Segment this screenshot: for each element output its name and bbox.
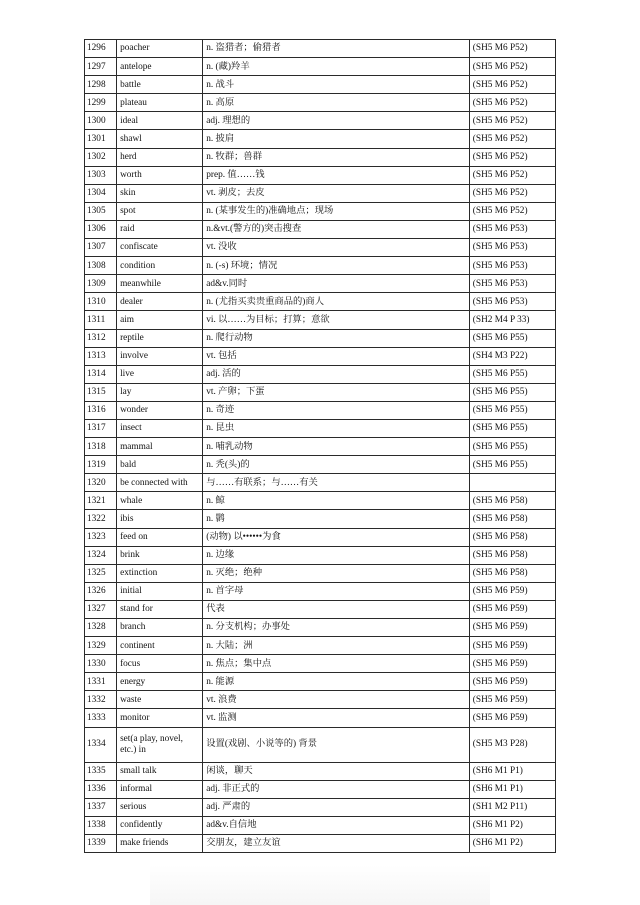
entry-word: herd <box>117 148 203 166</box>
entry-meaning: n. (某事发生的)准确地点；现场 <box>203 202 470 220</box>
entry-number: 1330 <box>85 655 117 673</box>
entry-word: ideal <box>117 112 203 130</box>
entry-source: (SH5 M6 P55) <box>469 438 555 456</box>
table-row <box>85 510 556 528</box>
entry-source: (SH5 M6 P53) <box>469 220 555 238</box>
entry-meaning: n. (藏)羚羊 <box>203 58 470 76</box>
table-row <box>85 76 556 94</box>
entry-meaning: n. 高原 <box>203 94 470 112</box>
entry-word: focus <box>117 655 203 673</box>
entry-word: condition <box>117 257 203 275</box>
entry-word: ibis <box>117 510 203 528</box>
entry-number: 1329 <box>85 637 117 655</box>
entry-word: antelope <box>117 58 203 76</box>
entry-source: (SH5 M6 P52) <box>469 148 555 166</box>
table-row <box>85 329 556 347</box>
table-row <box>85 762 556 780</box>
entry-source: (SH2 M4 P 33) <box>469 311 555 329</box>
entry-number: 1315 <box>85 383 117 401</box>
entry-meaning: 交朋友，建立友谊 <box>203 834 470 852</box>
entry-source: (SH5 M6 P55) <box>469 329 555 347</box>
entry-number: 1314 <box>85 365 117 383</box>
entry-source: (SH5 M6 P52) <box>469 166 555 184</box>
entry-meaning: n. 鲸 <box>203 492 470 510</box>
entry-number: 1317 <box>85 419 117 437</box>
entry-number: 1319 <box>85 456 117 474</box>
entry-source: (SH5 M6 P58) <box>469 528 555 546</box>
entry-source <box>469 474 555 492</box>
entry-meaning: n. 奇迹 <box>203 401 470 419</box>
entry-word: raid <box>117 220 203 238</box>
entry-number: 1331 <box>85 673 117 691</box>
table-row <box>85 691 556 709</box>
entry-meaning: n. 灭绝；绝种 <box>203 564 470 582</box>
entry-source: (SH5 M6 P55) <box>469 456 555 474</box>
entry-source: (SH5 M6 P52) <box>469 112 555 130</box>
table-row <box>85 834 556 852</box>
table-row <box>85 780 556 798</box>
entry-word: continent <box>117 637 203 655</box>
entry-number: 1336 <box>85 780 117 798</box>
table-row <box>85 673 556 691</box>
entry-number: 1304 <box>85 184 117 202</box>
entry-meaning: vt. 产卵；下蛋 <box>203 383 470 401</box>
entry-number: 1298 <box>85 76 117 94</box>
entry-word: wonder <box>117 401 203 419</box>
entry-number: 1311 <box>85 311 117 329</box>
entry-source: (SH5 M6 P55) <box>469 365 555 383</box>
table-row <box>85 239 556 257</box>
entry-meaning: 与……有联系；与……有关 <box>203 474 470 492</box>
table-row <box>85 383 556 401</box>
entry-number: 1324 <box>85 546 117 564</box>
table-row <box>85 546 556 564</box>
table-row <box>85 564 556 582</box>
entry-word: plateau <box>117 94 203 112</box>
entry-meaning: (动物) 以••••••为食 <box>203 528 470 546</box>
table-row <box>85 600 556 618</box>
entry-number: 1313 <box>85 347 117 365</box>
entry-number: 1334 <box>85 727 117 762</box>
entry-word: meanwhile <box>117 275 203 293</box>
entry-source: (SH5 M3 P28) <box>469 727 555 762</box>
entry-meaning: n.&vt.(警方的)突击搜查 <box>203 220 470 238</box>
table-row <box>85 184 556 202</box>
entry-source: (SH5 M6 P59) <box>469 655 555 673</box>
table-row <box>85 419 556 437</box>
entry-meaning: n. 秃(头)的 <box>203 456 470 474</box>
entry-source: (SH5 M6 P58) <box>469 546 555 564</box>
entry-number: 1326 <box>85 582 117 600</box>
table-row <box>85 58 556 76</box>
entry-word: bald <box>117 456 203 474</box>
entry-word: stand for <box>117 600 203 618</box>
entry-number: 1335 <box>85 762 117 780</box>
entry-number: 1322 <box>85 510 117 528</box>
entry-source: (SH5 M6 P52) <box>469 40 555 58</box>
entry-word: make friends <box>117 834 203 852</box>
table-row <box>85 275 556 293</box>
entry-word: confidently <box>117 816 203 834</box>
entry-number: 1296 <box>85 40 117 58</box>
entry-number: 1316 <box>85 401 117 419</box>
entry-source: (SH5 M6 P55) <box>469 401 555 419</box>
entry-source: (SH5 M6 P53) <box>469 257 555 275</box>
entry-word: mammal <box>117 438 203 456</box>
entry-source: (SH4 M3 P22) <box>469 347 555 365</box>
entry-source: (SH5 M6 P53) <box>469 293 555 311</box>
table-row <box>85 311 556 329</box>
entry-source: (SH5 M6 P59) <box>469 637 555 655</box>
entry-word: insect <box>117 419 203 437</box>
table-row <box>85 798 556 816</box>
entry-meaning: n. 昆虫 <box>203 419 470 437</box>
entry-source: (SH5 M6 P55) <box>469 419 555 437</box>
table-row <box>85 438 556 456</box>
entry-meaning: vt. 浪费 <box>203 691 470 709</box>
entry-source: (SH5 M6 P53) <box>469 275 555 293</box>
entry-number: 1327 <box>85 600 117 618</box>
entry-number: 1328 <box>85 619 117 637</box>
table-row <box>85 293 556 311</box>
entry-word: confiscate <box>117 239 203 257</box>
entry-number: 1297 <box>85 58 117 76</box>
entry-number: 1299 <box>85 94 117 112</box>
entry-meaning: n. 首字母 <box>203 582 470 600</box>
table-row <box>85 816 556 834</box>
entry-word: dealer <box>117 293 203 311</box>
table-row <box>85 492 556 510</box>
table-row <box>85 655 556 673</box>
entry-source: (SH5 M6 P52) <box>469 130 555 148</box>
entry-number: 1323 <box>85 528 117 546</box>
entry-word: informal <box>117 780 203 798</box>
table-row <box>85 619 556 637</box>
entry-number: 1338 <box>85 816 117 834</box>
entry-meaning: adj. 非正式的 <box>203 780 470 798</box>
entry-number: 1309 <box>85 275 117 293</box>
entry-number: 1306 <box>85 220 117 238</box>
entry-meaning: vt. 没收 <box>203 239 470 257</box>
table-row <box>85 130 556 148</box>
entry-word: be connected with <box>117 474 203 492</box>
entry-number: 1301 <box>85 130 117 148</box>
entry-source: (SH5 M6 P52) <box>469 76 555 94</box>
entry-source: (SH5 M6 P53) <box>469 239 555 257</box>
entry-word: feed on <box>117 528 203 546</box>
entry-number: 1321 <box>85 492 117 510</box>
table-row <box>85 94 556 112</box>
entry-source: (SH6 M1 P2) <box>469 816 555 834</box>
table-row <box>85 709 556 727</box>
entry-number: 1320 <box>85 474 117 492</box>
table-row <box>85 202 556 220</box>
entry-meaning: n. 爬行动物 <box>203 329 470 347</box>
entry-word: energy <box>117 673 203 691</box>
table-row <box>85 347 556 365</box>
table-row <box>85 474 556 492</box>
entry-word: reptile <box>117 329 203 347</box>
entry-word: spot <box>117 202 203 220</box>
entry-word: shawl <box>117 130 203 148</box>
entry-meaning: vt. 包括 <box>203 347 470 365</box>
entry-word <box>117 727 203 762</box>
entry-number: 1305 <box>85 202 117 220</box>
entry-source: (SH5 M6 P59) <box>469 673 555 691</box>
entry-word: serious <box>117 798 203 816</box>
entry-meaning: n. 披肩 <box>203 130 470 148</box>
entry-word: skin <box>117 184 203 202</box>
entry-source: (SH1 M2 P11) <box>469 798 555 816</box>
entry-source: (SH5 M6 P59) <box>469 582 555 600</box>
entry-number: 1332 <box>85 691 117 709</box>
vocabulary-table-body <box>85 40 556 853</box>
entry-meaning: vi. 以……为目标；打算；意欲 <box>203 311 470 329</box>
entry-meaning: vt. 剥皮；去皮 <box>203 184 470 202</box>
entry-word: aim <box>117 311 203 329</box>
entry-meaning: n. 战斗 <box>203 76 470 94</box>
entry-number: 1302 <box>85 148 117 166</box>
entry-source: (SH5 M6 P58) <box>469 564 555 582</box>
table-row <box>85 456 556 474</box>
entry-meaning: n. 边缘 <box>203 546 470 564</box>
entry-meaning: n. (-s) 环境；情况 <box>203 257 470 275</box>
entry-meaning: vt. 监测 <box>203 709 470 727</box>
entry-source: (SH5 M6 P52) <box>469 58 555 76</box>
entry-number: 1333 <box>85 709 117 727</box>
entry-meaning: adj. 活的 <box>203 365 470 383</box>
entry-word: monitor <box>117 709 203 727</box>
entry-meaning: n. 大陆；洲 <box>203 637 470 655</box>
entry-meaning: ad&v.同时 <box>203 275 470 293</box>
entry-meaning: n. 鹮 <box>203 510 470 528</box>
entry-source: (SH5 M6 P52) <box>469 184 555 202</box>
table-row <box>85 220 556 238</box>
entry-source: (SH5 M6 P55) <box>469 383 555 401</box>
entry-word: branch <box>117 619 203 637</box>
entry-meaning: n. (尤指买卖贵重商品的)商人 <box>203 293 470 311</box>
page-bottom-shadow <box>150 865 490 905</box>
entry-number: 1339 <box>85 834 117 852</box>
entry-word: waste <box>117 691 203 709</box>
table-row <box>85 401 556 419</box>
entry-number: 1310 <box>85 293 117 311</box>
table-row <box>85 257 556 275</box>
entry-number: 1325 <box>85 564 117 582</box>
entry-meaning: n. 哺乳动物 <box>203 438 470 456</box>
entry-source: (SH5 M6 P59) <box>469 709 555 727</box>
entry-meaning: 设置(戏剧、小说等的) 背景 <box>203 727 470 762</box>
entry-source: (SH6 M1 P2) <box>469 834 555 852</box>
entry-meaning: ad&v.自信地 <box>203 816 470 834</box>
entry-word: whale <box>117 492 203 510</box>
entry-meaning: adj. 理想的 <box>203 112 470 130</box>
entry-source: (SH6 M1 P1) <box>469 780 555 798</box>
entry-meaning: n. 牧群；兽群 <box>203 148 470 166</box>
entry-word: initial <box>117 582 203 600</box>
entry-number: 1337 <box>85 798 117 816</box>
table-row <box>85 582 556 600</box>
entry-number: 1318 <box>85 438 117 456</box>
vocabulary-table <box>84 39 556 853</box>
entry-word: live <box>117 365 203 383</box>
entry-source: (SH5 M6 P58) <box>469 510 555 528</box>
table-row <box>85 112 556 130</box>
entry-word: worth <box>117 166 203 184</box>
entry-number: 1312 <box>85 329 117 347</box>
table-row <box>85 528 556 546</box>
entry-word-text: set(a play, novel, etc.) in <box>120 734 183 755</box>
entry-meaning: n. 焦点；集中点 <box>203 655 470 673</box>
entry-word: small talk <box>117 762 203 780</box>
entry-meaning: 代表 <box>203 600 470 618</box>
entry-source: (SH5 M6 P59) <box>469 600 555 618</box>
entry-number: 1303 <box>85 166 117 184</box>
entry-meaning: n. 盗猎者；偷猎者 <box>203 40 470 58</box>
entry-source: (SH5 M6 P52) <box>469 202 555 220</box>
entry-word: brink <box>117 546 203 564</box>
table-row <box>85 727 556 762</box>
entry-meaning: n. 能源 <box>203 673 470 691</box>
table-row <box>85 166 556 184</box>
table-row <box>85 40 556 58</box>
table-row <box>85 365 556 383</box>
entry-source: (SH5 M6 P59) <box>469 691 555 709</box>
entry-meaning: adj. 严肃的 <box>203 798 470 816</box>
entry-word: poacher <box>117 40 203 58</box>
entry-word: extinction <box>117 564 203 582</box>
table-row <box>85 637 556 655</box>
entry-source: (SH5 M6 P59) <box>469 619 555 637</box>
table-row <box>85 148 556 166</box>
entry-meaning: 闲谈，聊天 <box>203 762 470 780</box>
entry-number: 1300 <box>85 112 117 130</box>
entry-source: (SH5 M6 P58) <box>469 492 555 510</box>
entry-source: (SH6 M1 P1) <box>469 762 555 780</box>
entry-word: involve <box>117 347 203 365</box>
entry-source: (SH5 M6 P52) <box>469 94 555 112</box>
entry-word: lay <box>117 383 203 401</box>
entry-number: 1307 <box>85 239 117 257</box>
entry-word: battle <box>117 76 203 94</box>
entry-number: 1308 <box>85 257 117 275</box>
entry-meaning: prep. 值……钱 <box>203 166 470 184</box>
entry-meaning: n. 分支机构；办事处 <box>203 619 470 637</box>
